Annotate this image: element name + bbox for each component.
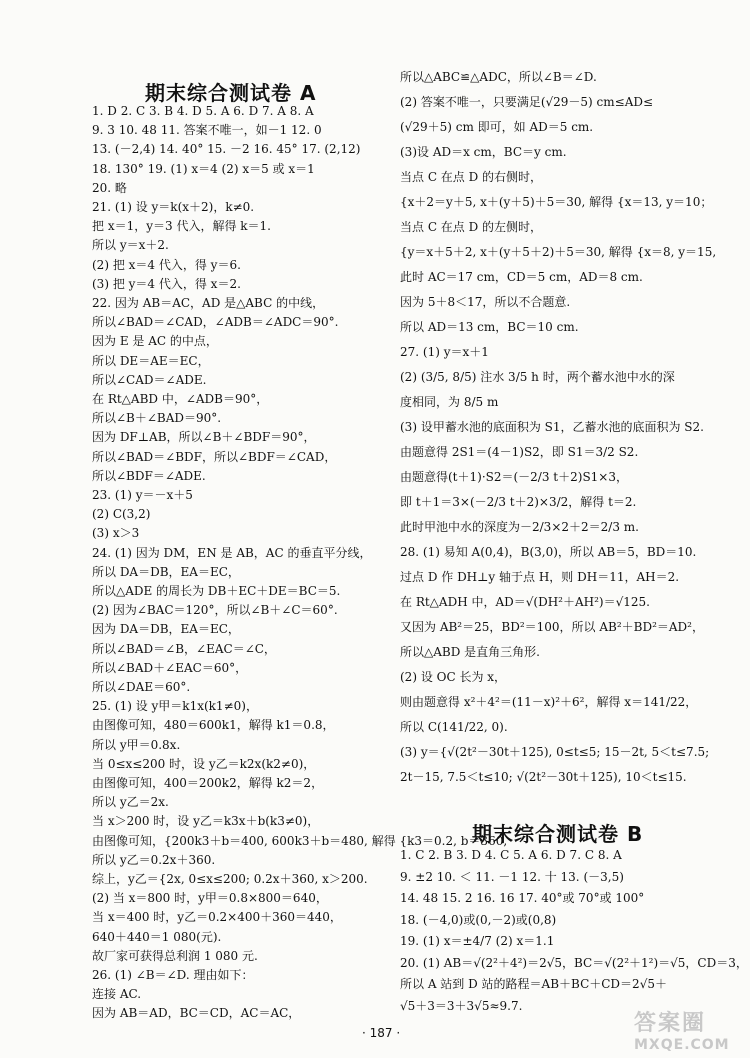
answer-line: (3) y＝{√(2t²－30t＋125), 0≤t≤5; 15－2t, 5＜t≤7.5; bbox=[400, 745, 710, 759]
answer-line: 综上，y乙＝{2x, 0≤x≤200; 0.2x＋360, x＞200. bbox=[92, 872, 368, 886]
answer-line: {x＋2＝y＋5, x＋(y＋5)＋5＝30, 解得 {x＝13, y＝10； bbox=[400, 195, 713, 209]
answer-line: 1. D 2. C 3. B 4. D 5. A 6. D 7. A 8. A bbox=[92, 104, 314, 118]
answer-line: {y＝x＋5＋2, x＋(y＋5＋2)＋5＝30, 解得 {x＝8, y＝15, bbox=[400, 245, 717, 259]
answer-line: 当点 C 在点 D 的左侧时， bbox=[400, 220, 543, 234]
answer-line: (2) 把 x＝4 代入，得 y＝6. bbox=[92, 257, 241, 272]
answer-line: 度相同，为 8/5 m bbox=[400, 395, 499, 409]
answer-line: 即 t＋1＝3×(－2/3 t＋2)×3/2，解得 t＝2. bbox=[400, 495, 637, 509]
answer-line: (2) C(3,2) bbox=[92, 507, 151, 522]
answer-line: 所以 y乙＝2x. bbox=[92, 795, 169, 810]
answer-line: 当点 C 在点 D 的右侧时， bbox=[400, 170, 543, 184]
answer-line: 所以∠B＋∠BAD＝90°. bbox=[92, 411, 222, 426]
answer-line: 26. (1) ∠B＝∠D. 理由如下： bbox=[92, 968, 254, 982]
answer-line: 所以 DE＝AE＝EC， bbox=[92, 353, 210, 368]
answer-line: 当 x＝400 时，y乙＝0.2×400＋360＝440， bbox=[92, 910, 342, 925]
answer-line: 所以△ABC≌△ADC，所以∠B＝∠D. bbox=[400, 70, 597, 84]
answer-line: 所以∠CAD＝∠ADE. bbox=[92, 372, 207, 387]
answer-line: 18. 130° 19. (1) x＝4 (2) x＝5 或 x＝1 bbox=[92, 161, 315, 176]
answer-line: (2) 当 x＝800 时，y甲＝0.8×800＝640， bbox=[92, 891, 328, 906]
answer-line: (3) 把 y＝4 代入，得 x＝2. bbox=[92, 276, 241, 291]
answer-line: 在 Rt△ABD 中，∠ADB＝90°， bbox=[92, 392, 269, 406]
answer-line: √5＋3＝3＋3√5≈9.7. bbox=[400, 998, 523, 1013]
test-a-title: 期末综合测试卷 A bbox=[145, 81, 317, 105]
answer-line: 由图像可知，{200k3＋b＝400, 600k3＋b＝480, 解得 {k3＝0.2, b＝360, bbox=[92, 833, 508, 848]
answer-line: 由题意得(t＋1)·S2＝(－2/3 t＋2)S1×3， bbox=[400, 470, 628, 484]
answer-line: 20. 略 bbox=[92, 180, 127, 195]
test-b-title: 期末综合测试卷 B bbox=[472, 822, 644, 846]
answer-line: 故厂家可获得总利润 1 080 元. bbox=[92, 948, 258, 963]
answer-line: 所以 A 站到 D 站的路程＝AB＋BC＋CD＝2√5＋ bbox=[400, 977, 667, 991]
answer-line: 23. (1) y＝－x＋5 bbox=[92, 488, 193, 502]
answer-line: (2) 答案不唯一，只要满足(√29－5) cm≤AD≤ bbox=[400, 95, 654, 109]
answer-line: 过点 D 作 DH⊥y 轴于点 H，则 DH＝11，AH＝2. bbox=[400, 570, 680, 584]
watermark-url: MXQE.COM bbox=[634, 1037, 730, 1053]
watermark-text: 答案圈 bbox=[634, 1011, 707, 1036]
page-number: · 187 · bbox=[362, 1026, 401, 1040]
answer-line: 所以∠DAE＝60°. bbox=[92, 680, 191, 694]
answer-line: 1. C 2. B 3. D 4. C 5. A 6. D 7. C 8. A bbox=[400, 848, 622, 862]
answer-line: (3)设 AD＝x cm，BC＝y cm. bbox=[400, 145, 567, 159]
answer-line: 所以 y＝x＋2. bbox=[92, 238, 169, 253]
answer-line: 24. (1) 因为 DM，EN 是 AB，AC 的垂直平分线， bbox=[92, 545, 372, 560]
answer-line: 9. ±2 10. ＜ 11. －1 12. 十 13. (－3,5) bbox=[400, 869, 624, 884]
answer-line: 所以 AD＝13 cm，BC＝10 cm. bbox=[400, 320, 579, 334]
answer-line: (2) (3/5, 8/5) 注水 3/5 h 时，两个蓄水池中水的深 bbox=[400, 370, 675, 384]
answer-line: 把 x＝1，y＝3 代入，解得 k＝1. bbox=[92, 219, 271, 234]
answer-line: 28. (1) 易知 A(0,4)，B(3,0)，所以 AB＝5，BD＝10. bbox=[400, 545, 697, 559]
answer-line: 19. (1) x＝±4/7 (2) x＝1.1 bbox=[400, 934, 555, 948]
answer-line: 由题意得 2S1＝(4－1)S2，即 S1＝3/2 S2. bbox=[400, 445, 639, 459]
answer-line: 2t－15, 7.5＜t≤10; √(2t²－30t＋125), 10＜t≤15. bbox=[400, 770, 687, 784]
answer-line: 27. (1) y＝x＋1 bbox=[400, 345, 489, 359]
answer-line: (2) 设 OC 长为 x， bbox=[400, 670, 507, 684]
answer-line: 所以∠BAD＝∠B，∠EAC＝∠C， bbox=[92, 641, 276, 656]
answer-line: 因为 AB＝AD，BC＝CD，AC＝AC， bbox=[92, 1006, 301, 1021]
answer-line: (√29＋5) cm 即可，如 AD＝5 cm. bbox=[400, 120, 594, 134]
answer-line: 则由题意得 x²＋4²＝(11－x)²＋6²，解得 x＝141/22， bbox=[400, 695, 698, 709]
answer-line: 在 Rt△ADH 中，AD＝√(DH²＋AH²)＝√125. bbox=[400, 595, 650, 609]
answer-line: 所以 y乙＝0.2x＋360. bbox=[92, 852, 216, 867]
answer-line: 连接 AC. bbox=[92, 987, 142, 1002]
answer-line: 因为 DA＝DB，EA＝EC， bbox=[92, 622, 240, 637]
watermark-logo bbox=[634, 1006, 734, 1053]
answer-line: 所以∠BDF＝∠ADE. bbox=[92, 468, 206, 483]
answer-line: 20. (1) AB＝√(2²＋4²)＝2√5，BC＝√(2²＋1²)＝√5，CD＝3， bbox=[400, 955, 748, 970]
answer-line: 所以∠BAD＝∠BDF，所以∠BDF＝∠CAD， bbox=[92, 449, 337, 464]
answer-line: 22. 因为 AB＝AC，AD 是△ABC 的中线， bbox=[92, 296, 325, 310]
answer-line: 此时 AC＝17 cm，CD＝5 cm，AD＝8 cm. bbox=[400, 270, 643, 284]
answer-line: (2) 因为∠BAC＝120°，所以∠B＋∠C＝60°. bbox=[92, 603, 338, 618]
answer-line: 当 x＞200 时，设 y乙＝k3x＋b(k3≠0)， bbox=[92, 814, 320, 829]
answer-line: 25. (1) 设 y甲＝k1x(k1≠0)， bbox=[92, 699, 258, 714]
answer-line: 当 0≤x≤200 时，设 y乙＝k2x(k2≠0)， bbox=[92, 756, 316, 771]
answer-line: 由图像可知，400＝200k2，解得 k2＝2， bbox=[92, 776, 324, 790]
answer-line: 13. (－2,4) 14. 40° 15. －2 16. 45° 17. (2,12) bbox=[92, 142, 361, 157]
answer-line: 所以∠BAD＝∠CAD，∠ADB＝∠ADC＝90°. bbox=[92, 315, 339, 330]
answer-line: 9. 3 10. 48 11. 答案不唯一，如－1 12. 0 bbox=[92, 123, 322, 138]
answer-line: 所以△ABD 是直角三角形. bbox=[400, 645, 540, 659]
answer-line: 因为 5＋8＜17，所以不合题意. bbox=[400, 295, 571, 309]
answer-line: 所以 C(141/22, 0). bbox=[400, 720, 508, 734]
answer-line: 所以 DA＝DB，EA＝EC， bbox=[92, 564, 240, 579]
answer-line: 此时甲池中水的深度为－2/3×2＋2＝2/3 m. bbox=[400, 520, 639, 534]
answer-line: 所以 y甲＝0.8x. bbox=[92, 737, 181, 752]
answer-line: 由图像可知，480＝600k1，解得 k1＝0.8， bbox=[92, 718, 335, 733]
answer-line: 所以△ADE 的周长为 DB＋EC＋DE＝BC＝5. bbox=[92, 584, 341, 598]
answer-line: 又因为 AB²＝25，BD²＝100，所以 AB²＋BD²＝AD²， bbox=[400, 620, 704, 634]
answer-line: 18. (－4,0)或(0,－2)或(0,8) bbox=[400, 912, 557, 927]
answer-line: (3) 设甲蓄水池的底面积为 S1，乙蓄水池的底面积为 S2. bbox=[400, 420, 704, 434]
answer-line: 640＋440＝1 080(元). bbox=[92, 929, 222, 944]
answer-line: 所以∠BAD＋∠EAC＝60°， bbox=[92, 660, 248, 675]
answer-line: 14. 48 15. 2 16. 16 17. 40°或 70°或 100° bbox=[400, 891, 645, 905]
answer-line: 21. (1) 设 y＝k(x＋2)，k≠0. bbox=[92, 200, 255, 214]
answer-line: (3) x＞3 bbox=[92, 526, 140, 541]
answer-line: 因为 E 是 AC 的中点， bbox=[92, 334, 218, 349]
answer-line: 因为 DF⊥AB，所以∠B＋∠BDF＝90°， bbox=[92, 430, 316, 445]
